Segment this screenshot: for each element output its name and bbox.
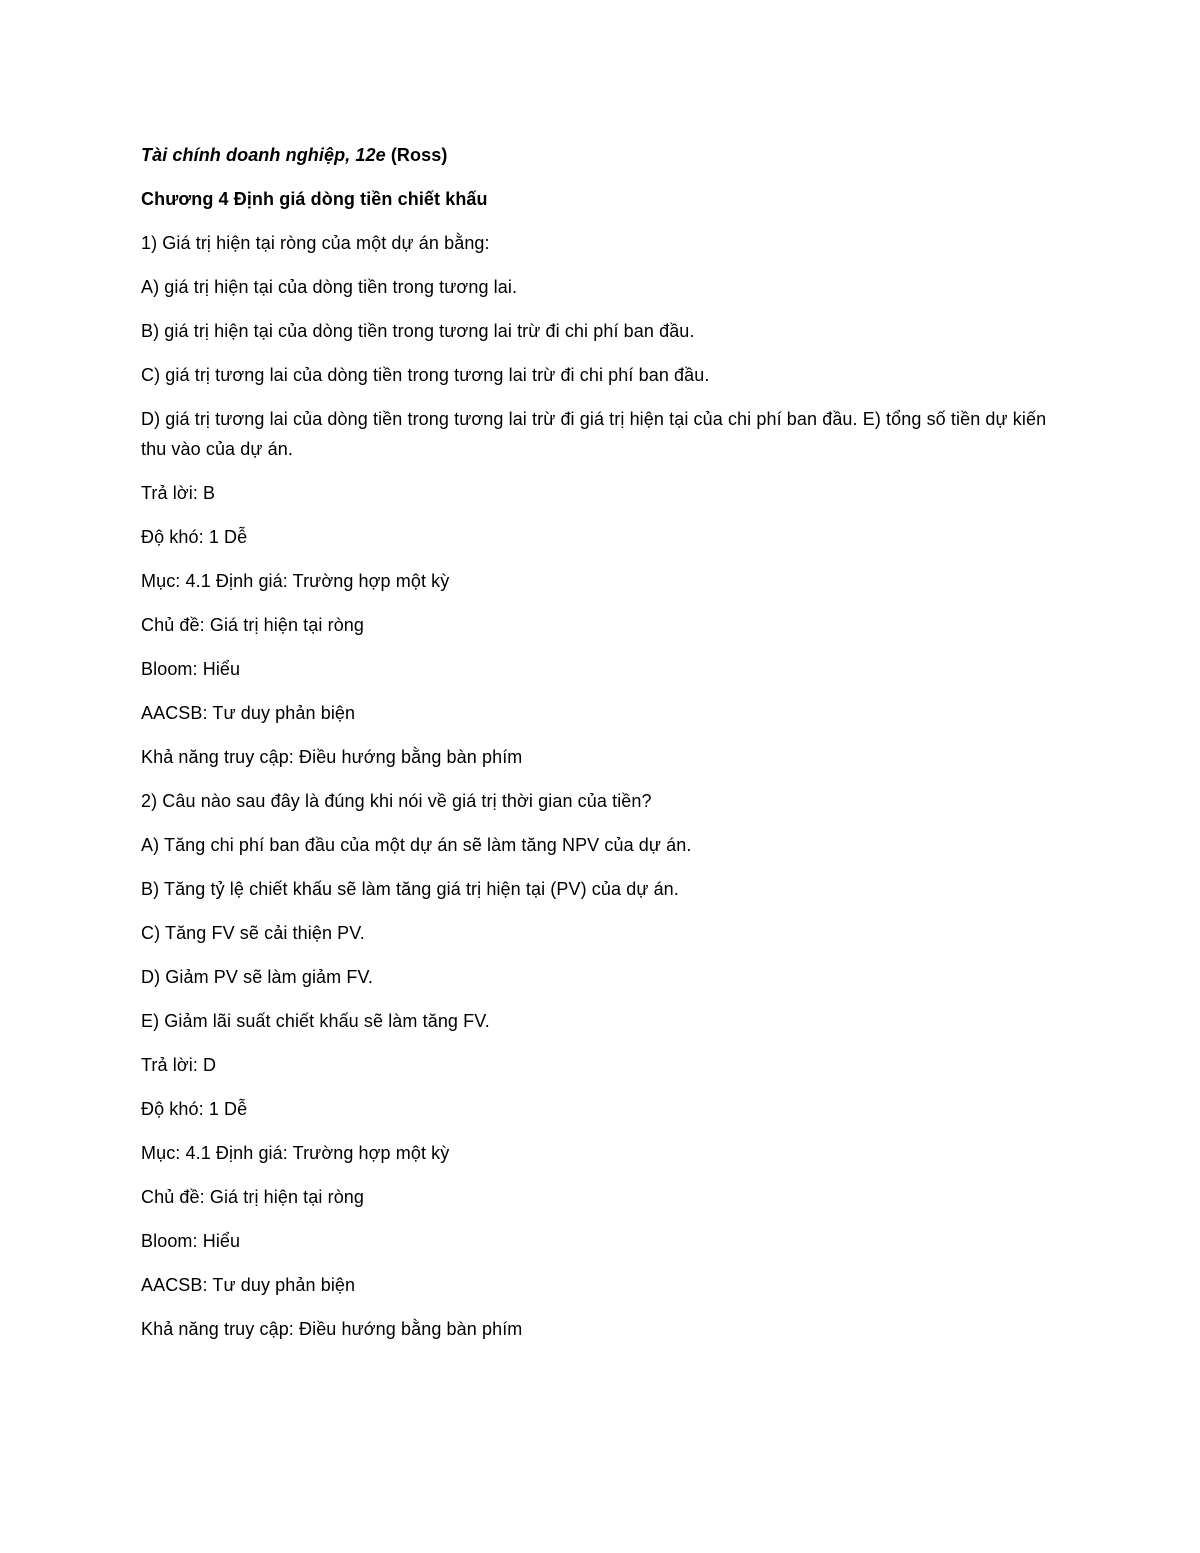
- q1-topic: Chủ đề: Giá trị hiện tại ròng: [141, 615, 365, 635]
- q1-option-b: B) giá trị hiện tại của dòng tiền trong tương lai trừ đi chi phí ban đầu.: [141, 321, 695, 341]
- q1-option-c: C) giá trị tương lai của dòng tiền trong tương lai trừ đi chi phí ban đầu.: [141, 365, 710, 385]
- q2-bloom: Bloom: Hiểu: [141, 1231, 241, 1251]
- book-title: [141, 140, 1061, 170]
- q1-aacsb: AACSB: Tư duy phản biện: [141, 703, 356, 723]
- q2-option-a: A) Tăng chi phí ban đầu của một dự án sẽ làm tăng NPV của dự án.: [141, 835, 692, 855]
- q2-option-d: D) Giảm PV sẽ làm giảm FV.: [141, 967, 373, 987]
- chapter-heading: Chương 4 Định giá dòng tiền chiết khấu: [141, 189, 488, 209]
- q2-section: Mục: 4.1 Định giá: Trường hợp một kỳ: [141, 1143, 450, 1163]
- q1-answer: Trả lời: B: [141, 483, 216, 503]
- book-title-italic: Tài chính doanh nghiệp, 12e: [141, 145, 386, 165]
- q2-option-e: E) Giảm lãi suất chiết khấu sẽ làm tăng FV.: [141, 1011, 490, 1031]
- q2-answer: Trả lời: D: [141, 1055, 217, 1075]
- document-page: [141, 140, 1061, 1358]
- q2-difficulty: Độ khó: 1 Dễ: [141, 1099, 248, 1119]
- q2-option-c: C) Tăng FV sẽ cải thiện PV.: [141, 923, 365, 943]
- book-title-author: (Ross): [385, 145, 448, 165]
- q1-accessibility: Khả năng truy cập: Điều hướng bằng bàn phím: [141, 747, 523, 767]
- q2-topic: Chủ đề: Giá trị hiện tại ròng: [141, 1187, 365, 1207]
- q1-difficulty: Độ khó: 1 Dễ: [141, 527, 248, 547]
- q2-accessibility: Khả năng truy cập: Điều hướng bằng bàn phím: [141, 1319, 523, 1339]
- q1-section: Mục: 4.1 Định giá: Trường hợp một kỳ: [141, 571, 450, 591]
- q1-option-d: D) giá trị tương lai của dòng tiền trong tương lai trừ đi giá trị hiện tại của chi phí ban đầu. E) tổng số tiền dự kiến thu vào của dự án.: [141, 409, 1047, 459]
- q2-question: 2) Câu nào sau đây là đúng khi nói về giá trị thời gian của tiền?: [141, 791, 652, 811]
- q1-bloom: Bloom: Hiểu: [141, 659, 241, 679]
- q2-aacsb: AACSB: Tư duy phản biện: [141, 1275, 356, 1295]
- q1-option-a: A) giá trị hiện tại của dòng tiền trong tương lai.: [141, 277, 518, 297]
- q2-option-b: B) Tăng tỷ lệ chiết khấu sẽ làm tăng giá trị hiện tại (PV) của dự án.: [141, 879, 679, 899]
- q1-question: 1) Giá trị hiện tại ròng của một dự án bằng:: [141, 233, 490, 253]
